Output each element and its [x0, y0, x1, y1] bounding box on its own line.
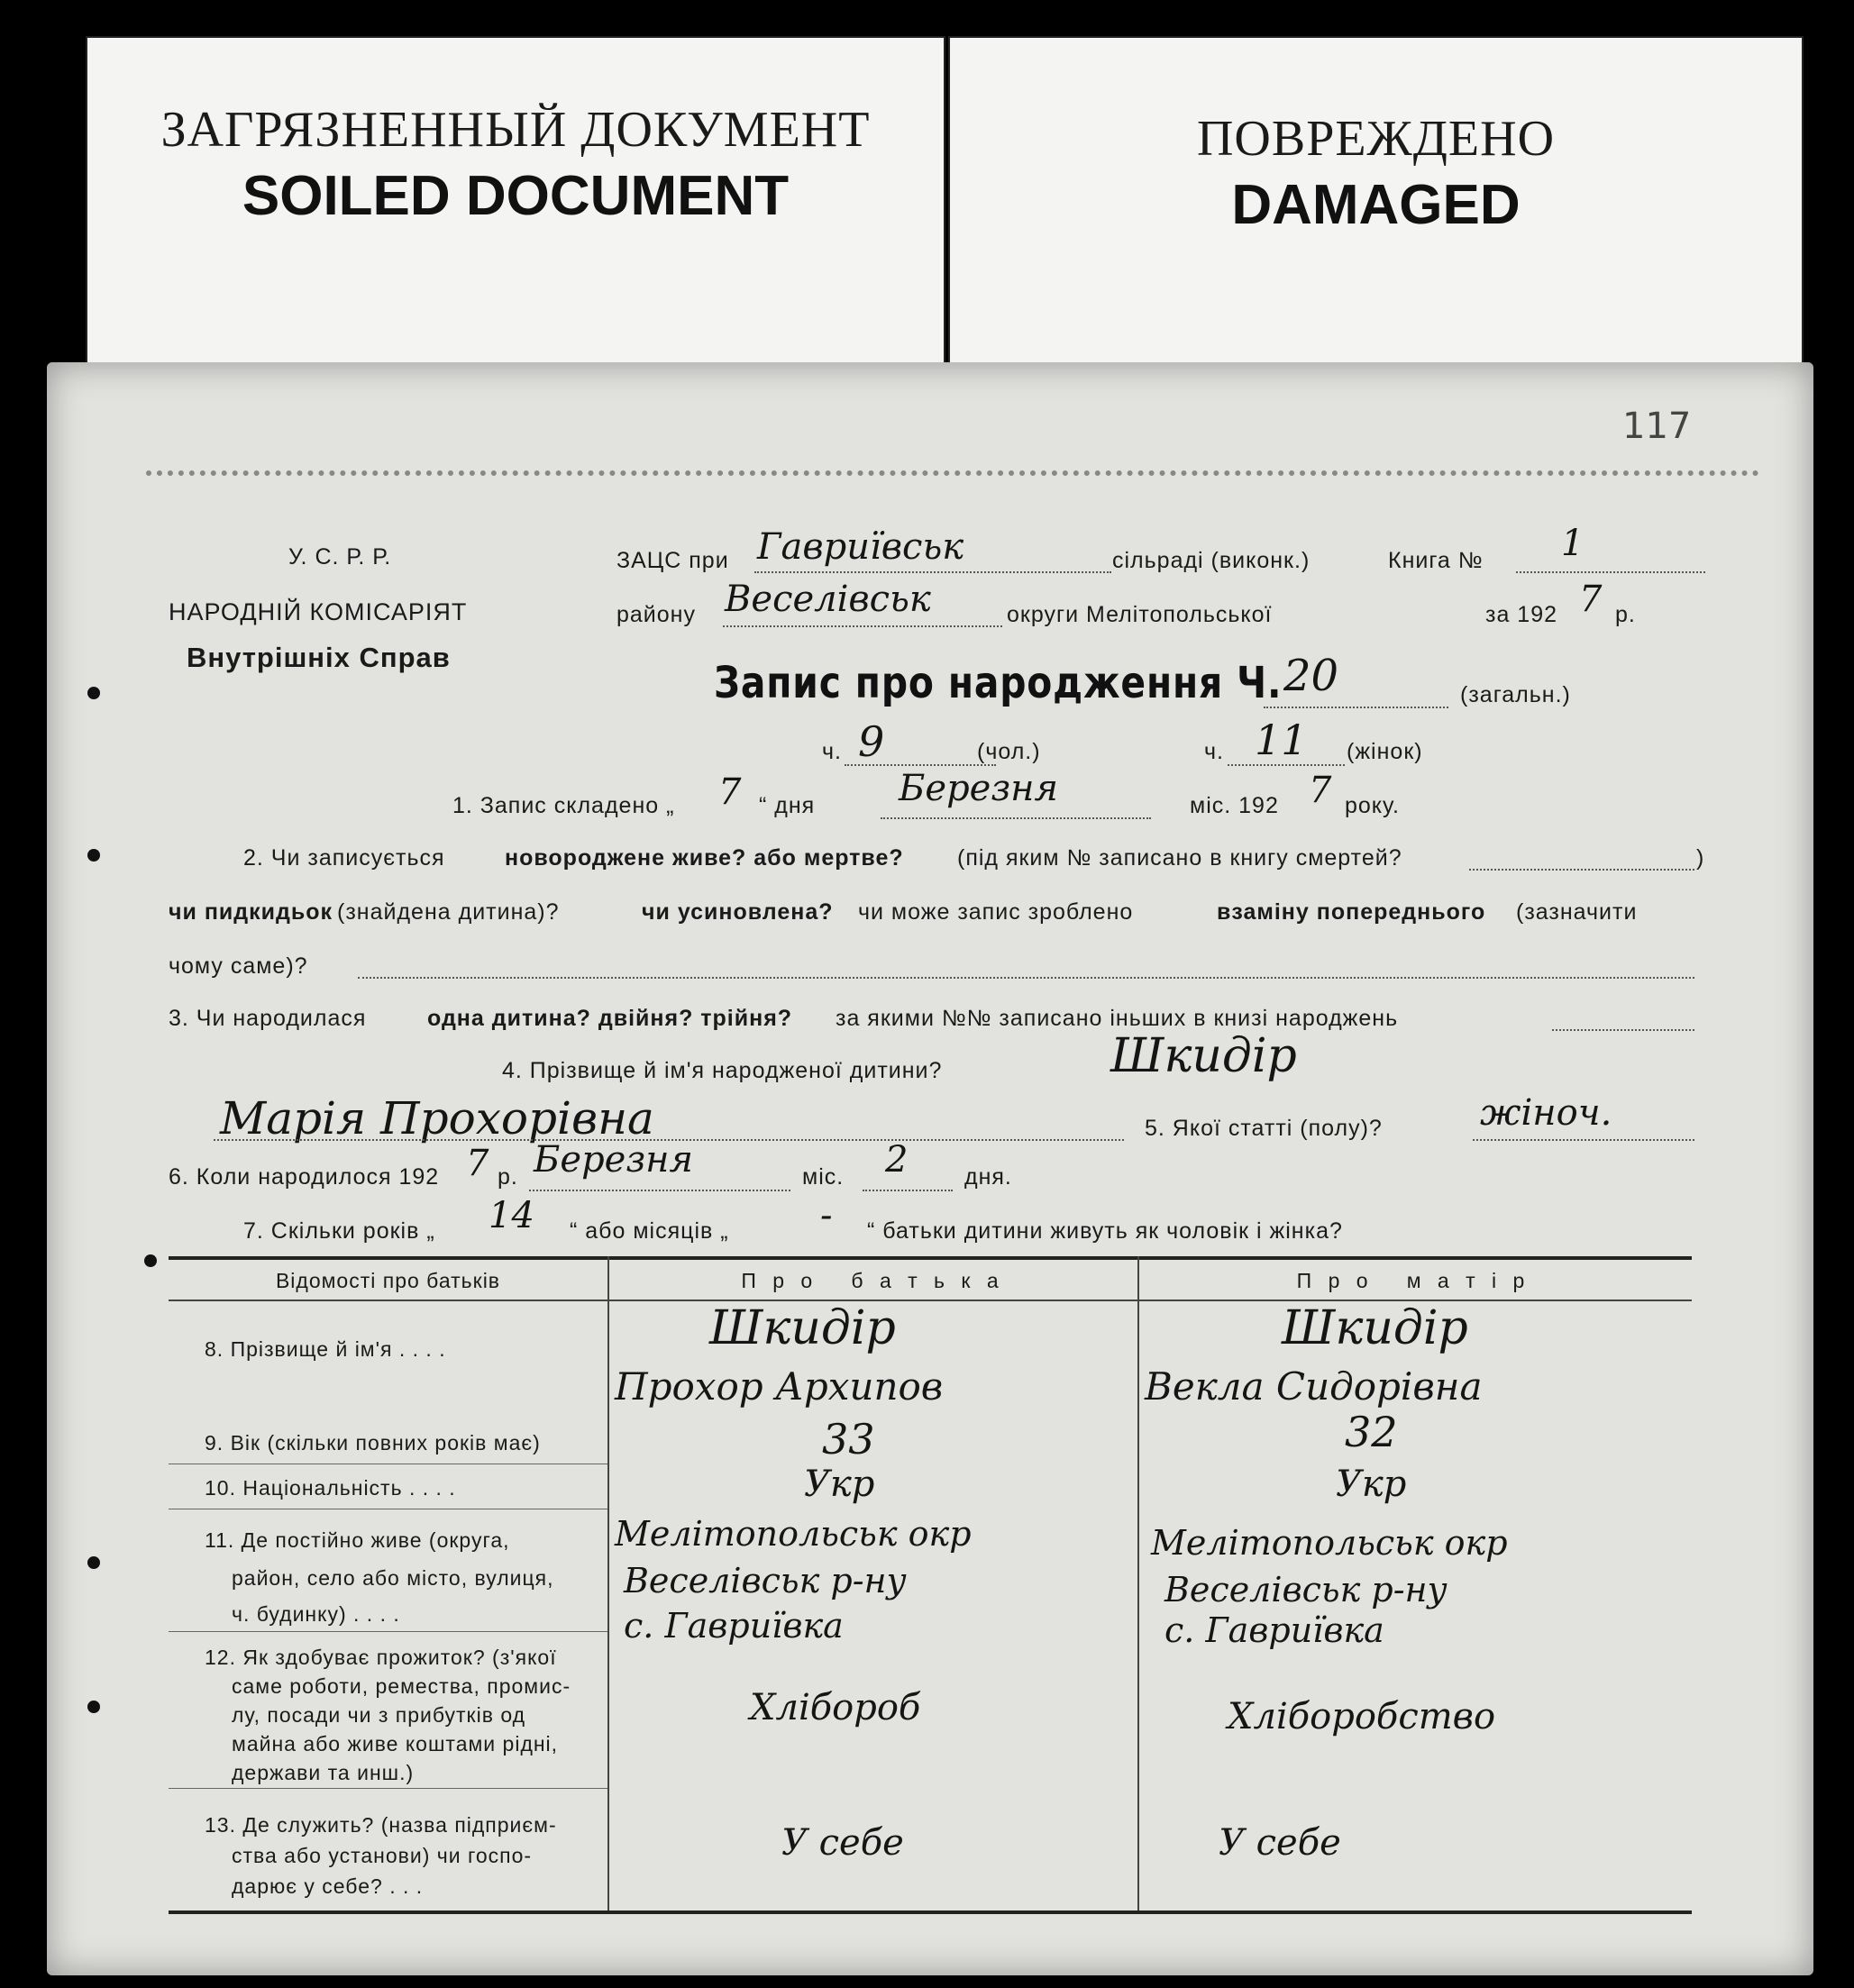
row13-label-3: дарює у себе? . . .: [232, 1874, 424, 1898]
damaged-label-ru: ПОВРЕЖДЕНО: [1196, 111, 1556, 167]
soiled-label-ru: ЗАГРЯЗНЕННЫЙ ДОКУМЕНТ: [160, 102, 871, 158]
q5-value: жіноч.: [1480, 1092, 1612, 1134]
table-divider-1: [607, 1256, 609, 1910]
row9-mother-age: 32: [1345, 1408, 1398, 1456]
record-number: 20: [1283, 651, 1339, 701]
q6-c: міс.: [802, 1164, 845, 1190]
district-prefix: району: [616, 602, 696, 627]
row11-father-3: с. Гавриївка: [624, 1606, 844, 1646]
table-bottom-rule: [169, 1910, 1692, 1914]
row11-father-1: Мелітопольськ окр: [615, 1514, 972, 1554]
row9-label: 9. Вік (скільки повних років має): [205, 1431, 541, 1455]
q5-label: 5. Якої статті (полу)?: [1145, 1116, 1383, 1141]
q6-month: Березня: [534, 1139, 693, 1181]
ussr-label: У. С. Р. Р.: [288, 544, 392, 570]
q2-l1-a: 2. Чи записується: [243, 845, 445, 871]
binder-hole: [87, 687, 100, 699]
q1-mid: “ дня: [759, 793, 816, 818]
male-label: (чол.): [977, 739, 1041, 764]
q4-surname: Шкидір: [1110, 1029, 1297, 1083]
q3-c: за якими №№ записано іньших в книзі народжень: [836, 1006, 1399, 1031]
year-suffix: р.: [1615, 602, 1636, 627]
q7-years: 14: [489, 1195, 534, 1236]
q6-month-dots: [529, 1190, 790, 1191]
q6-b: р.: [498, 1164, 518, 1190]
okrug-label: округи Мелітопольської: [1007, 602, 1273, 627]
row13-label-1: 13. Де служить? (назва підприєм-: [205, 1813, 557, 1837]
zags-value: Гавриївськ: [757, 526, 964, 568]
q1-day: 7: [718, 771, 742, 813]
q2-l3-dots: [358, 977, 1694, 979]
internal-affairs-label: Внутрішніх Справ: [187, 642, 451, 673]
row8-mother-surname: Шкидір: [1282, 1301, 1468, 1355]
record-number-dots: [1264, 707, 1448, 708]
q6-year: 7: [466, 1143, 489, 1184]
male-dots: [845, 764, 996, 766]
q6-day: 2: [885, 1139, 909, 1181]
row13-label-2: ства або установи) чи госпо-: [232, 1844, 533, 1867]
q3-a: 3. Чи народилася: [169, 1006, 367, 1031]
q7-c: “ батьки дитини живуть як чоловік і жінка?: [867, 1218, 1343, 1244]
row11-label-2: район, село або місто, вулиця,: [232, 1566, 554, 1590]
book-dots: [1516, 571, 1705, 573]
q2-l1-b: новороджене живе? або мертве?: [505, 845, 904, 871]
q7-b: “ або місяців „: [570, 1218, 729, 1244]
q1-mis: міс. 192: [1190, 793, 1279, 818]
row12-father: Хлібороб: [750, 1687, 921, 1728]
binder-hole: [87, 1701, 100, 1713]
table-header-father: П р о б а т ь к а: [741, 1269, 1004, 1292]
q1-month: Березня: [899, 768, 1058, 809]
row12-label-3: лу, посади чи з прибутків од: [232, 1703, 526, 1727]
zags-prefix: ЗАЦС при: [616, 548, 729, 573]
row11-mother-1: Мелітопольськ окр: [1151, 1523, 1508, 1563]
q2-l2-a: чи пидкидьок: [169, 899, 333, 925]
q2-l2-e: взаміну попереднього: [1217, 899, 1486, 925]
general-label: (загальн.): [1460, 682, 1571, 707]
q2-l2-b: (знайдена дитина)?: [337, 899, 560, 925]
q2-dots: [1469, 869, 1694, 871]
row11-father-2: Веселівськ р-ну: [624, 1561, 907, 1600]
row10-father-nationality: Укр: [804, 1464, 875, 1505]
row-separator: [169, 1631, 607, 1632]
row13-father: У себе: [781, 1822, 904, 1864]
year-label: за 192: [1485, 602, 1558, 627]
row9-father-age: 33: [822, 1415, 875, 1464]
q7-a: 7. Скільки років „: [243, 1218, 435, 1244]
birth-record-sheet: [47, 362, 1813, 1975]
q3-dots: [1552, 1029, 1694, 1031]
row12-label-2: саме роботи, ремества, промис-: [232, 1674, 571, 1698]
book-value: 1: [1561, 523, 1585, 564]
table-top-rule: [169, 1256, 1692, 1260]
q6-d: дня.: [964, 1164, 1012, 1190]
q3-b: одна дитина? двійня? трійня?: [427, 1006, 793, 1031]
q1-year: 7: [1309, 770, 1332, 811]
female-dots: [1228, 764, 1345, 766]
table-header-mother: П р о м а т і р: [1296, 1269, 1530, 1292]
row11-label-1: 11. Де постійно живе (округа,: [205, 1528, 510, 1552]
row8-father-surname: Шкидір: [709, 1301, 896, 1355]
q6-a: 6. Коли народилося 192: [169, 1164, 440, 1190]
row11-mother-2: Веселівськ р-ну: [1164, 1570, 1448, 1610]
row-separator: [169, 1788, 607, 1789]
row12-mother: Хліборобство: [1228, 1696, 1496, 1737]
district-value: Веселівськ: [725, 579, 931, 620]
row12-label-4: майна або живе коштами рідні,: [232, 1732, 559, 1755]
male-count: 9: [858, 717, 885, 766]
year-value: 7: [1579, 579, 1603, 620]
q2-l2-f: (зазначити: [1516, 899, 1638, 925]
q4-label: 4. Прізвище й ім'я народженої дитини?: [502, 1058, 943, 1083]
binder-hole: [87, 1556, 100, 1569]
female-label: (жінок): [1347, 739, 1423, 764]
female-count: 11: [1255, 716, 1308, 764]
q6-day-dots: [863, 1190, 953, 1191]
row11-label-3: ч. будинку) . . . .: [232, 1602, 400, 1626]
zags-dots: [754, 571, 1111, 573]
record-title: Запис про народження Ч.: [714, 658, 1283, 708]
book-label: Книга №: [1388, 548, 1484, 573]
silrada-label: сільраді (виконк.): [1112, 548, 1311, 573]
soiled-document-card: [86, 36, 945, 373]
q5-dots: [1473, 1139, 1694, 1141]
damaged-label-en: DAMAGED: [1231, 174, 1521, 236]
row11-mother-3: с. Гавриївка: [1164, 1610, 1384, 1650]
damaged-document-card: [948, 36, 1804, 373]
row12-label-1: 12. Як здобуває прожиток? (з'якої: [205, 1646, 557, 1669]
table-header-info: Відомості про батьків: [275, 1269, 501, 1292]
q2-l2-d: чи може запис зроблено: [858, 899, 1134, 925]
female-ch: ч.: [1204, 739, 1224, 764]
row13-mother: У себе: [1219, 1822, 1341, 1864]
perforation-line: [146, 470, 1759, 476]
q2-l3: чому саме)?: [169, 953, 308, 979]
table-divider-2: [1137, 1256, 1139, 1910]
q2-l1-c: (під яким № записано в книгу смертей?: [957, 845, 1402, 871]
sheet-number: 117: [1622, 406, 1692, 447]
soiled-label-en: SOILED DOCUMENT: [242, 165, 790, 227]
row8-mother-name: Векла Сидорівна: [1145, 1364, 1483, 1409]
q7-months: -: [820, 1195, 833, 1236]
q1-prefix: 1. Запис складено „: [452, 793, 675, 818]
row10-mother-nationality: Укр: [1336, 1464, 1407, 1505]
row10-label: 10. Національність . . . .: [205, 1476, 456, 1500]
q4-name: Марія Прохорівна: [220, 1092, 654, 1144]
commissariat-label: НАРОДНІЙ КОМІСАРІЯТ: [169, 598, 468, 625]
q2-l2-c: чи усиновлена?: [642, 899, 834, 925]
q2-l1-d: ): [1696, 845, 1705, 871]
district-dots: [723, 625, 1002, 627]
male-ch: ч.: [822, 739, 842, 764]
binder-hole: [144, 1254, 157, 1267]
row12-label-5: держави та инш.): [232, 1761, 415, 1784]
row8-father-name: Прохор Архипов: [615, 1364, 944, 1409]
q1-suffix: року.: [1345, 793, 1400, 818]
row8-label: 8. Прізвище й ім'я . . . .: [205, 1337, 446, 1361]
binder-hole: [87, 849, 100, 862]
q1-month-dots: [881, 817, 1151, 819]
